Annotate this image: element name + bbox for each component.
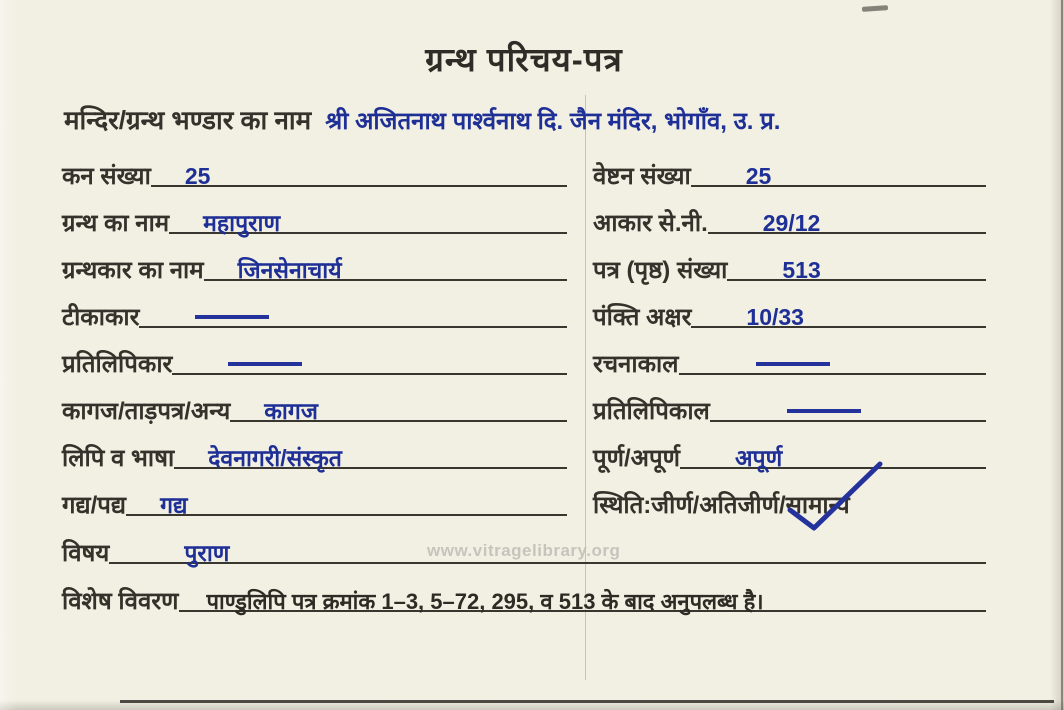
field-label-lines-letters: पंक्ति अक्षर [593, 304, 692, 331]
temple-name-row [64, 101, 986, 139]
field-line [680, 444, 986, 469]
field-label-bundle-number: वेष्टन संख्या [593, 163, 691, 190]
field-label-script-language: लिपि व भाषा [62, 445, 175, 472]
field-line [204, 256, 567, 281]
form-row [62, 476, 986, 523]
field-line [230, 397, 567, 422]
field-label-composition-date: रचनाकाल [593, 351, 679, 378]
field-value: 25 [745, 163, 772, 189]
special-details-value: पाण्डुलिपि पत्र क्रमांक 1–3, 5–72, 295, व 513 के बाद अनुपलब्ध है। [206, 589, 764, 614]
special-details-row [62, 571, 986, 619]
field-label-size-cm: आकार से.नी. [593, 210, 708, 237]
watermark-text: www.vitragelibrary.org [427, 541, 621, 560]
form-row [62, 147, 986, 194]
field-value: 25 [184, 163, 211, 189]
field-line [710, 404, 986, 422]
field-label-material: कागज/ताड़पत्र/अन्य [62, 398, 231, 425]
field-line [691, 303, 986, 328]
condition-option-label: सामान्य [785, 492, 850, 519]
field-label-copyist: प्रतिलिपिकार [62, 351, 173, 378]
field-line [679, 357, 986, 375]
form-row [62, 335, 986, 382]
field-value: देवनागरी/संस्कृत [208, 445, 342, 471]
blank-dash-mark [228, 362, 302, 366]
field-label-copy-date: प्रतिलिपिकाल [593, 398, 710, 425]
blank-dash-mark [195, 315, 269, 319]
field-label-granth-name: ग्रन्थ का नाम [62, 210, 170, 237]
form-grid [62, 147, 986, 619]
field-label-author-name: ग्रन्थकार का नाम [62, 257, 204, 284]
form-row [62, 194, 986, 241]
scan-artifact-mark [862, 5, 888, 12]
field-label-condition: स्थिति:जीर्ण/अतिजीर्ण/ [593, 492, 786, 519]
field-value: महापुराण [203, 210, 281, 236]
form-row [62, 382, 986, 429]
condition-selected-option [786, 488, 850, 523]
field-line [708, 209, 986, 234]
scan-edge-right [1061, 0, 1063, 710]
field-label-commentator: टीकाकार [62, 304, 140, 331]
scan-edge-bottom [120, 700, 1054, 703]
subject-row [62, 523, 986, 571]
field-line [691, 162, 986, 187]
form-row [62, 429, 986, 476]
field-value: 10/33 [746, 304, 804, 330]
field-line [151, 162, 567, 187]
field-value: गद्य [160, 492, 188, 518]
field-value: 513 [782, 257, 821, 283]
page-title: ग्रन्थ परिचय-पत्र [425, 41, 623, 78]
field-label-serial-number: कन संख्या [62, 163, 151, 190]
field-line [139, 310, 567, 328]
field-value: जिनसेनाचार्य [237, 257, 342, 283]
field-value: अपूर्ण [734, 445, 783, 471]
form-row [62, 241, 986, 288]
temple-name-label: मन्दिर/ग्रन्थ भण्डार का नाम [64, 105, 312, 135]
field-line [174, 444, 567, 469]
field-line [126, 491, 567, 516]
field-line [172, 357, 567, 375]
temple-name-value: श्री अजितनाथ पार्श्वनाथ दि. जैन मंदिर, भोगाँव, उ. प्र. [325, 108, 781, 135]
field-line [179, 588, 987, 612]
form-row [62, 288, 986, 335]
field-value: 29/12 [762, 210, 821, 236]
blank-dash-mark [756, 362, 830, 366]
blank-dash-mark [787, 409, 861, 413]
field-label-complete-incomplete: पूर्ण/अपूर्ण [593, 445, 680, 472]
field-line [727, 256, 986, 281]
field-label-prose-verse: गद्य/पद्य [62, 492, 127, 519]
field-value: पुराण [184, 540, 230, 566]
field-line [169, 209, 567, 234]
field-label-page-count: पत्र (पृष्ठ) संख्या [593, 257, 728, 284]
field-value: कागज [264, 398, 318, 424]
field-label-subject: विषय [62, 540, 110, 567]
field-label-special-details: विशेष विवरण [62, 588, 179, 615]
